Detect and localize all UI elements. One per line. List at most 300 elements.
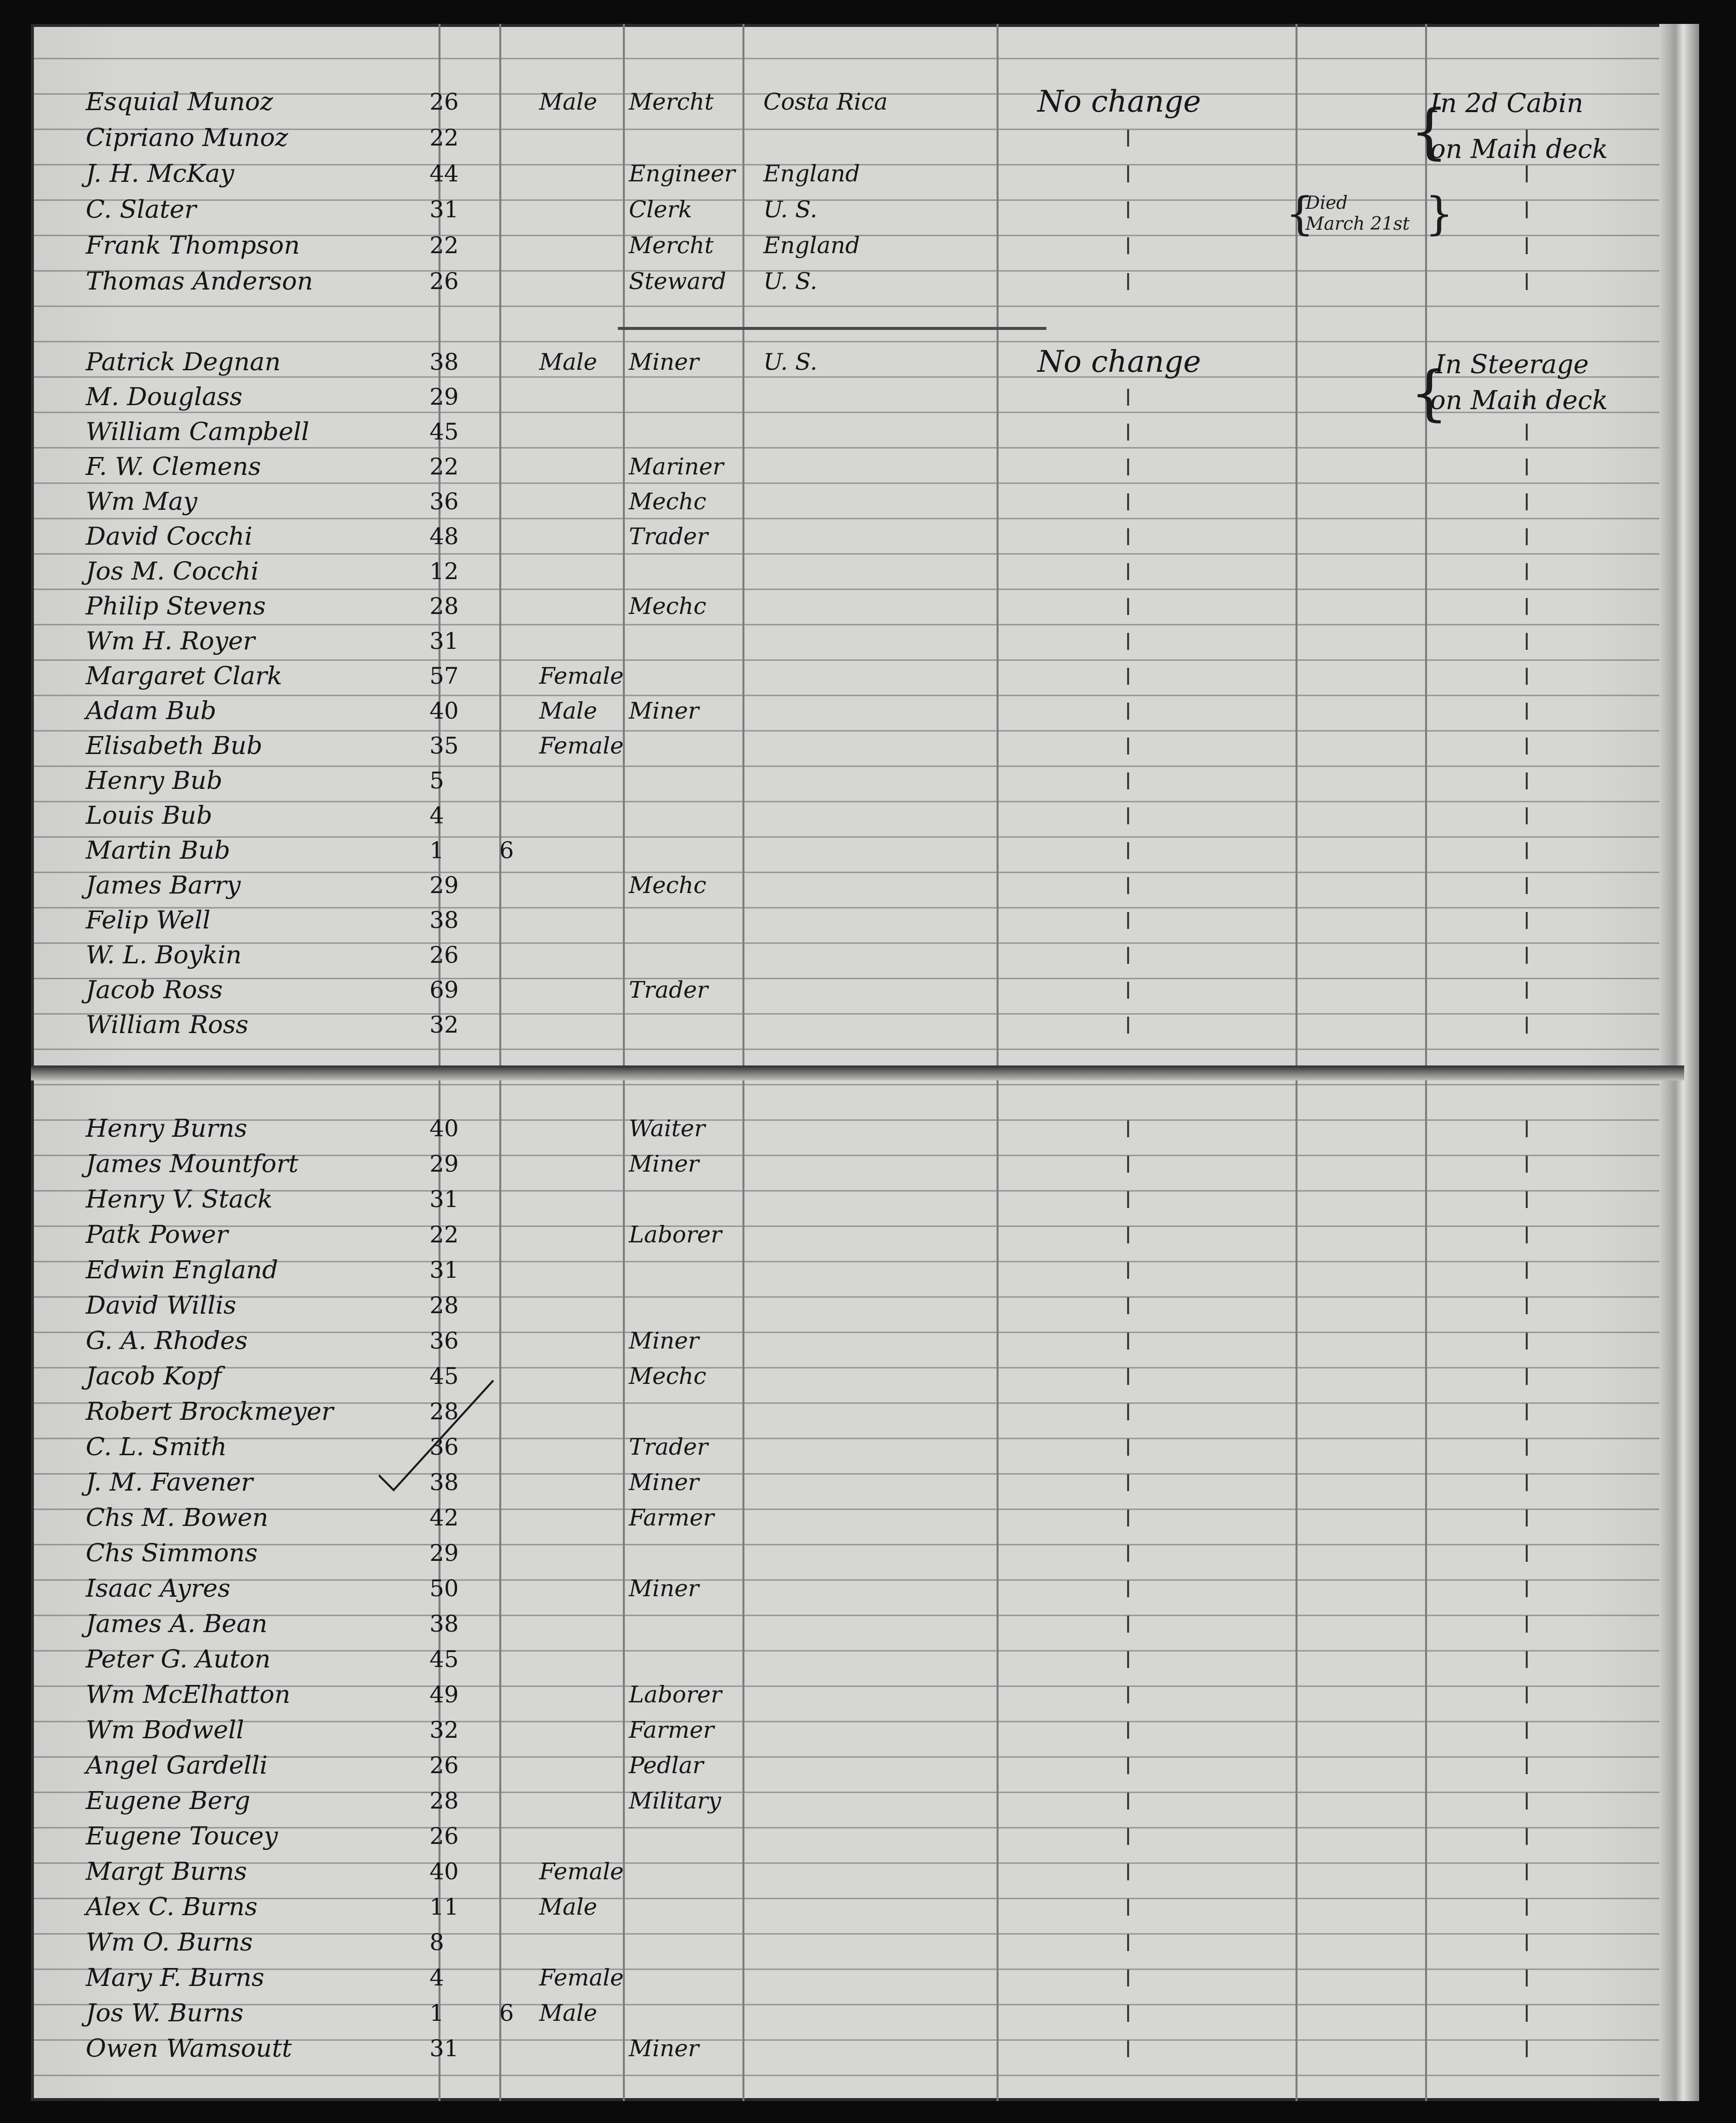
passenger-occupation: Waiter [629, 1115, 706, 1142]
passenger-occupation [629, 1998, 778, 2028]
passenger-row [31, 762, 1684, 798]
passenger-row [31, 1252, 1684, 1288]
ditto-mark [1127, 912, 1129, 929]
passenger-months [499, 1361, 529, 1391]
passenger-row [31, 1287, 1684, 1323]
passenger-country [763, 626, 973, 656]
passenger-occupation: Military [629, 1787, 722, 1814]
passenger-months [499, 1892, 529, 1922]
passenger-occupation: Steward [629, 268, 726, 295]
passenger-name: M. Douglass [86, 382, 243, 411]
death-note-line1: Died [1305, 193, 1348, 213]
passenger-occupation: Miner [629, 2035, 699, 2062]
passenger-age: 45 [430, 418, 459, 445]
passenger-occupation: Laborer [629, 1681, 722, 1708]
passenger-occupation [629, 905, 778, 935]
passenger-age: 22 [430, 232, 459, 259]
passenger-name: Felip Well [86, 906, 211, 934]
passenger-row [31, 1641, 1684, 1677]
passenger-name: Jacob Kopf [86, 1362, 222, 1390]
passenger-sex: Male [539, 1999, 597, 2026]
passenger-age: 35 [430, 732, 459, 759]
passenger-occupation: Trader [629, 523, 708, 550]
passenger-row [31, 1783, 1684, 1819]
passenger-name: Henry V. Stack [86, 1185, 273, 1213]
passenger-occupation [629, 1184, 778, 1214]
ditto-mark [1127, 130, 1129, 147]
passenger-occupation: Miner [629, 1150, 699, 1177]
ditto-mark [1127, 1510, 1129, 1526]
passenger-age: 42 [430, 1504, 459, 1531]
ditto-mark [1526, 772, 1528, 789]
passenger-name: Wm Bodwell [86, 1715, 244, 1744]
passenger-sex: Female [539, 1858, 624, 1885]
ditto-mark [1526, 1191, 1528, 1208]
passenger-sex: Male [539, 88, 597, 115]
ditto-mark [1526, 1545, 1528, 1562]
ditto-mark [1127, 1934, 1129, 1951]
passenger-age: 36 [430, 1433, 459, 1460]
passenger-months [499, 1149, 529, 1179]
passenger-name: Isaac Ayres [86, 1574, 231, 1603]
passenger-name: Elisabeth Bub [86, 731, 263, 760]
ditto-mark [1127, 1970, 1129, 1986]
passenger-country [763, 975, 973, 1005]
passenger-age: 4 [430, 1964, 444, 1991]
passenger-occupation [629, 417, 778, 447]
passenger-months [499, 1750, 529, 1780]
ditto-mark [1526, 273, 1528, 290]
passenger-name: Peter G. Auton [86, 1645, 271, 1673]
passenger-months [499, 2033, 529, 2063]
passenger-age: 40 [430, 697, 459, 724]
ditto-mark [1127, 2005, 1129, 2022]
passenger-occupation [629, 1821, 778, 1851]
passenger-status [1037, 975, 1297, 1005]
passenger-status [1037, 626, 1297, 656]
passenger-months [499, 1821, 529, 1851]
passenger-row [31, 797, 1684, 833]
passenger-name: G. A. Rhodes [86, 1326, 248, 1355]
passenger-row [31, 1216, 1684, 1252]
ditto-mark [1127, 1333, 1129, 1350]
passenger-country [763, 800, 973, 830]
passenger-country [763, 556, 973, 586]
passenger-name: Patrick Degnan [86, 347, 281, 376]
passenger-name: James Barry [86, 871, 241, 900]
passenger-status [1037, 521, 1297, 551]
passenger-status [1037, 266, 1297, 296]
passenger-row [31, 1464, 1684, 1500]
passenger-name: Esquial Munoz [86, 87, 274, 116]
passenger-row [31, 2030, 1684, 2066]
ditto-mark [1127, 1017, 1129, 1034]
passenger-occupation [629, 1644, 778, 1674]
ditto-mark [1127, 1156, 1129, 1173]
passenger-occupation: Miner [629, 348, 699, 375]
passenger-age: 5 [430, 767, 444, 794]
ditto-mark [1526, 1120, 1528, 1137]
passenger-row [31, 1570, 1684, 1606]
ditto-mark [1127, 703, 1129, 720]
ditto-mark [1526, 424, 1528, 441]
passenger-row [31, 483, 1684, 519]
passenger-occupation: Pedlar [629, 1752, 704, 1779]
ditto-mark [1526, 1403, 1528, 1420]
passenger-age: 40 [430, 1115, 459, 1142]
passenger-occupation: Laborer [629, 1221, 722, 1248]
passenger-row [31, 518, 1684, 554]
ditto-mark [1526, 1368, 1528, 1385]
ditto-mark [1526, 1226, 1528, 1243]
ditto-mark [1127, 424, 1129, 441]
passenger-name: J. H. McKay [86, 159, 234, 188]
passenger-age: 8 [430, 1929, 444, 1956]
passenger-country [763, 661, 973, 691]
passenger-name: Angel Gardelli [86, 1751, 268, 1780]
ditto-mark [1127, 633, 1129, 650]
ditto-mark [1526, 912, 1528, 929]
passenger-name: Wm H. Royer [86, 626, 255, 655]
ditto-mark [1526, 1828, 1528, 1845]
passenger-months [499, 1856, 529, 1886]
passenger-age: 26 [430, 1752, 459, 1779]
passenger-name: Jacob Ross [86, 975, 223, 1004]
passenger-row [31, 972, 1684, 1008]
ditto-mark [1127, 1616, 1129, 1633]
passenger-name: David Cocchi [86, 522, 253, 551]
passenger-status [1037, 417, 1297, 447]
ditto-mark [1127, 165, 1129, 182]
passenger-country [763, 521, 973, 551]
ditto-mark [1526, 598, 1528, 615]
passenger-row [31, 1500, 1684, 1535]
passenger-country [763, 696, 973, 726]
passenger-age: 28 [430, 593, 459, 619]
passenger-name: David Willis [86, 1291, 237, 1320]
passenger-row [31, 1429, 1684, 1465]
ditto-mark [1127, 389, 1129, 406]
passenger-status [1037, 230, 1297, 260]
passenger-status [1037, 940, 1297, 970]
ditto-mark [1127, 563, 1129, 580]
passenger-name: Louis Bub [86, 801, 213, 830]
ditto-mark [1526, 1899, 1528, 1916]
passenger-name: William Campbell [86, 417, 309, 446]
passenger-age: 1 [430, 837, 444, 864]
passenger-age: 31 [430, 1256, 459, 1283]
ditto-mark [1127, 598, 1129, 615]
ditto-mark [1526, 633, 1528, 650]
passenger-row [31, 693, 1684, 729]
ditto-mark [1526, 1156, 1528, 1173]
passenger-row [31, 1007, 1684, 1043]
passenger-age: 36 [430, 488, 459, 515]
ditto-mark [1127, 947, 1129, 964]
passenger-row [31, 1181, 1684, 1217]
passenger-status [1037, 731, 1297, 760]
passenger-age: 38 [430, 1469, 459, 1496]
passenger-sex: Male [539, 697, 597, 724]
passenger-country [763, 1010, 973, 1040]
passenger-row [31, 832, 1684, 868]
ditto-mark [1526, 237, 1528, 254]
passenger-occupation: Miner [629, 1327, 699, 1354]
ditto-mark [1526, 2040, 1528, 2057]
passenger-name: Thomas Anderson [86, 267, 313, 296]
passenger-age: 26 [430, 1822, 459, 1849]
passenger-row [31, 1323, 1684, 1359]
passenger-row [31, 553, 1684, 589]
passenger-name: Eugene Berg [86, 1786, 251, 1815]
ditto-mark [1526, 982, 1528, 999]
passenger-age: 28 [430, 1398, 459, 1425]
passenger-age: 26 [430, 268, 459, 295]
passenger-occupation: Trader [629, 1433, 708, 1460]
passenger-name: J. M. Favener [86, 1468, 253, 1497]
ditto-mark [1526, 2005, 1528, 2022]
passenger-status [1037, 696, 1297, 726]
passenger-months [499, 1290, 529, 1320]
passenger-status [1037, 661, 1297, 691]
passenger-age: 38 [430, 907, 459, 933]
passenger-sex: Female [539, 662, 624, 689]
passenger-name: Chs M. Bowen [86, 1503, 269, 1532]
ditto-mark [1127, 1863, 1129, 1880]
passenger-name: Martin Bub [86, 836, 231, 865]
passenger-name: Chs Simmons [86, 1538, 258, 1567]
passenger-country [763, 591, 973, 621]
passenger-occupation [629, 661, 778, 691]
passenger-occupation: Mechc [629, 872, 707, 899]
passenger-status [1037, 905, 1297, 935]
passenger-age: 29 [430, 383, 459, 410]
passenger-months [499, 1396, 529, 1426]
passenger-occupation [629, 1856, 778, 1886]
passenger-country: U. S. [763, 196, 818, 223]
passenger-name: F. W. Clemens [86, 452, 261, 481]
passenger-status [1037, 1010, 1297, 1040]
passenger-occupation [629, 626, 778, 656]
passenger-months [499, 1679, 529, 1709]
passenger-country [763, 870, 973, 900]
passenger-occupation: Mechc [629, 488, 707, 515]
ditto-mark [1526, 1439, 1528, 1456]
passenger-age: 4 [430, 802, 444, 829]
passenger-status: No change [1037, 344, 1201, 379]
passenger-age: 31 [430, 196, 459, 223]
passenger-age: 11 [430, 1893, 459, 1920]
passenger-country [763, 382, 973, 412]
passenger-age: 31 [430, 627, 459, 654]
passenger-name: Alex C. Burns [86, 1892, 258, 1921]
passenger-country [763, 452, 973, 481]
ditto-mark [1526, 1651, 1528, 1668]
passenger-name: Jos M. Cocchi [86, 557, 259, 586]
passenger-occupation [629, 1538, 778, 1568]
passenger-name: Philip Stevens [86, 592, 266, 620]
ditto-mark [1127, 493, 1129, 510]
ditto-mark [1526, 1333, 1528, 1350]
ditto-mark [1127, 1686, 1129, 1703]
passenger-row [31, 728, 1684, 763]
passenger-occupation [629, 1290, 778, 1320]
passenger-age: 32 [430, 1011, 459, 1038]
passenger-age: 28 [430, 1292, 459, 1319]
passenger-country [763, 905, 973, 935]
ditto-mark [1127, 1899, 1129, 1916]
ditto-mark [1526, 1616, 1528, 1633]
passenger-status [1037, 556, 1297, 586]
ditto-mark [1526, 842, 1528, 859]
passenger-sex: Female [539, 732, 624, 759]
passenger-row [31, 1853, 1684, 1889]
passenger-row [31, 1924, 1684, 1960]
note-brace: { [1286, 188, 1314, 240]
passenger-age: 50 [430, 1575, 459, 1602]
passenger-occupation [629, 940, 778, 970]
passenger-status [1037, 800, 1297, 830]
ditto-mark [1526, 947, 1528, 964]
ditto-mark [1127, 982, 1129, 999]
passenger-months [499, 1786, 529, 1816]
ditto-mark [1526, 703, 1528, 720]
passenger-name: Margaret Clark [86, 661, 283, 690]
cabin-remark-line2: on Main deck [1430, 135, 1608, 164]
ditto-mark [1526, 1510, 1528, 1526]
passenger-age: 22 [430, 453, 459, 480]
passenger-age: 45 [430, 1363, 459, 1389]
passenger-occupation [629, 731, 778, 760]
ditto-mark [1127, 237, 1129, 254]
passenger-occupation: Engineer [629, 160, 735, 187]
passenger-occupation [629, 765, 778, 795]
passenger-country [763, 940, 973, 970]
ditto-mark [1526, 165, 1528, 182]
passenger-row [31, 1995, 1684, 2031]
ditto-mark [1127, 1651, 1129, 1668]
passenger-name: Jos W. Burns [86, 1998, 244, 2027]
passenger-row [31, 1393, 1684, 1429]
ditto-mark [1127, 528, 1129, 545]
passenger-months [499, 1184, 529, 1214]
passenger-row [31, 623, 1684, 659]
passenger-country: England [763, 232, 860, 259]
passenger-age: 31 [430, 2035, 459, 2062]
passenger-country: Costa Rica [763, 88, 888, 115]
passenger-occupation: Clerk [629, 196, 692, 223]
ditto-mark [1127, 1793, 1129, 1810]
ditto-mark [1127, 1757, 1129, 1774]
ditto-mark [1127, 1580, 1129, 1597]
steerage-remark-line2: on Main deck [1430, 386, 1608, 416]
passenger-age: 38 [430, 348, 459, 375]
passenger-occupation [629, 800, 778, 830]
passenger-months [499, 1467, 529, 1497]
death-note-line2: March 21st [1305, 214, 1410, 234]
passenger-status [1037, 158, 1297, 188]
passenger-months [499, 1503, 529, 1532]
passenger-occupation: Mariner [629, 453, 724, 480]
passenger-row [31, 1747, 1684, 1783]
passenger-months [499, 1432, 529, 1462]
passenger-row [31, 588, 1684, 624]
steerage-section [31, 344, 1684, 1062]
ditto-mark [1526, 1863, 1528, 1880]
passenger-occupation: Miner [629, 1575, 699, 1602]
passenger-status [1037, 870, 1297, 900]
ditto-mark [1127, 1828, 1129, 1845]
ditto-mark [1127, 807, 1129, 824]
passenger-age: 49 [430, 1681, 459, 1708]
passenger-status: No change [1037, 84, 1201, 119]
ditto-mark [1127, 1297, 1129, 1314]
passenger-name: Wm May [86, 487, 197, 516]
passenger-name: Eugene Toucey [86, 1821, 278, 1850]
passenger-months [499, 1927, 529, 1957]
section-divider [618, 327, 1046, 330]
passenger-occupation [629, 1963, 778, 1992]
passenger-country [763, 417, 973, 447]
ditto-mark [1127, 2040, 1129, 2057]
ditto-mark [1526, 201, 1528, 218]
ditto-mark [1127, 1474, 1129, 1491]
passenger-age: 36 [430, 1327, 459, 1354]
ditto-mark [1526, 1297, 1528, 1314]
steerage-brace: { [1410, 359, 1448, 428]
passenger-status [1037, 765, 1297, 795]
ditto-mark [1127, 668, 1129, 685]
ditto-mark [1526, 563, 1528, 580]
passenger-country: U. S. [763, 268, 818, 295]
passenger-occupation [629, 1396, 778, 1426]
passenger-occupation [629, 1010, 778, 1040]
passenger-occupation [629, 1255, 778, 1285]
passenger-occupation: Farmer [629, 1716, 715, 1743]
passenger-country [763, 123, 973, 152]
page-fold [31, 1065, 1684, 1080]
ditto-mark [1526, 1580, 1528, 1597]
passenger-name: C. L. Smith [86, 1432, 227, 1461]
ditto-mark [1526, 493, 1528, 510]
passenger-age: 1 [430, 1999, 444, 2026]
passenger-occupation: Miner [629, 1469, 699, 1496]
ditto-mark [1526, 668, 1528, 685]
passenger-age: 48 [430, 523, 459, 550]
passenger-name: C. Slater [86, 195, 196, 224]
ditto-mark [1526, 1262, 1528, 1279]
passenger-occupation: Trader [629, 976, 708, 1003]
ditto-mark [1127, 273, 1129, 290]
passenger-row [31, 1110, 1684, 1146]
passenger-name: Mary F. Burns [86, 1963, 265, 1992]
passenger-sex: Female [539, 1964, 624, 1991]
passenger-age: 26 [430, 88, 459, 115]
ditto-mark [1526, 1757, 1528, 1774]
passenger-name: James Mountfort [86, 1149, 298, 1178]
ditto-mark [1127, 1439, 1129, 1456]
passenger-age: 22 [430, 124, 459, 151]
cabin-remark-line1: In 2d Cabin [1430, 89, 1584, 119]
passenger-age: 26 [430, 941, 459, 968]
ditto-mark [1526, 877, 1528, 894]
passenger-age: 29 [430, 1150, 459, 1177]
passenger-months [499, 1538, 529, 1568]
passenger-occupation [629, 382, 778, 412]
ditto-mark [1127, 458, 1129, 475]
ditto-mark [1127, 1403, 1129, 1420]
passenger-name: Henry Bub [86, 766, 223, 795]
